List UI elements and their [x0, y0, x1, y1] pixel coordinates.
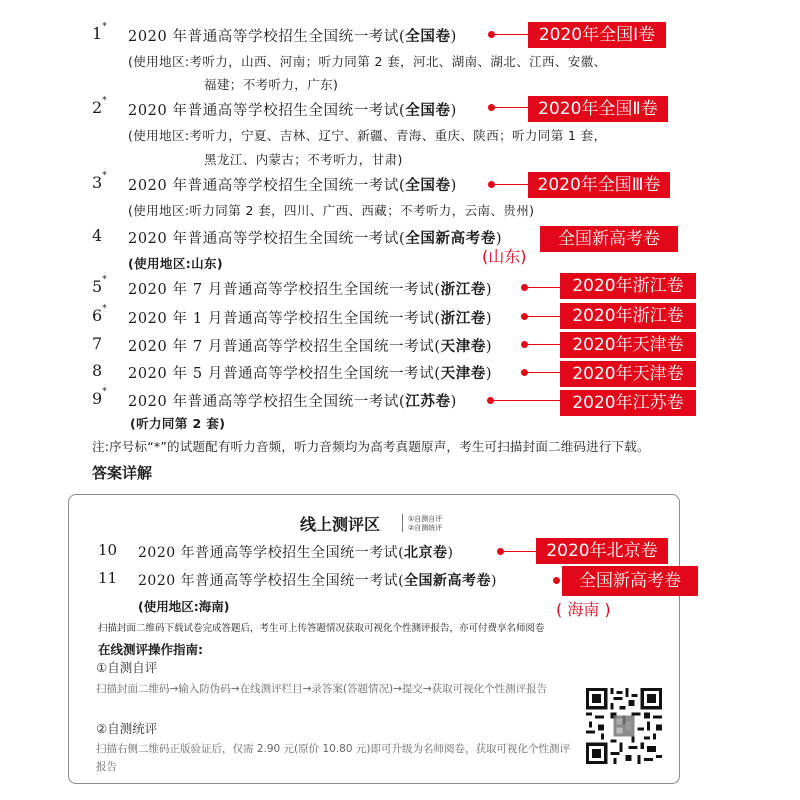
entry-title: 2020 年普通高等学校招生全国统一考试(北京卷)	[138, 545, 454, 561]
paper-tag: 2020年浙江卷	[560, 303, 696, 329]
entry-title: 2020 年普通高等学校招生全国统一考试(全国新高考卷)	[128, 231, 503, 247]
entry-number: 10	[98, 541, 118, 559]
paper-tag: 2020年江苏卷	[560, 390, 696, 416]
panel-mini-label: ①自测自评	[408, 515, 443, 523]
footnote: 注:序号标“*”的试题配有听力音频，听力音频均为高考真题原声，考生可扫描封面二维码进行下载。	[92, 439, 650, 454]
entry-title: 2020 年 5 月普通高等学校招生全国统一考试(天津卷)	[128, 366, 493, 382]
guide-step-title: ②自测统评	[96, 721, 158, 736]
entry-region-cont: 福建；不考听力，广东)	[204, 77, 339, 92]
entry-number: 8	[92, 361, 103, 380]
paper-tag: 2020年浙江卷	[560, 273, 696, 299]
section-heading: 答案详解	[92, 464, 153, 482]
marker-line	[494, 107, 528, 108]
panel-divider	[402, 514, 403, 532]
marker-line	[494, 34, 528, 35]
paper-tag-region: ( 海南 )	[556, 600, 611, 619]
paper-tag-region: (山东)	[482, 247, 527, 266]
entry-region: (使用地区:海南)	[138, 599, 230, 614]
entry-title: 2020 年 1 月普通高等学校招生全国统一考试(浙江卷)	[128, 311, 493, 327]
paper-tag: 2020年全国Ⅱ卷	[528, 96, 668, 122]
entry-number: 1*	[92, 22, 107, 43]
marker-line	[493, 400, 561, 401]
entry-region: (使用地区:考听力，宁夏、吉林、辽宁、新疆、青海、重庆、陕西；听力同第 1 套，	[128, 128, 607, 143]
panel-mini-label: ②自测统评	[408, 524, 443, 532]
entry-number: 2*	[92, 96, 107, 117]
paper-tag: 2020年北京卷	[536, 538, 668, 564]
entry-region: (使用地区:考听力，山西、河南；听力同第 2 套，河北、湖南、湖北、江西、安徽、	[128, 54, 607, 69]
entry-region-cont: 黑龙江、内蒙古；不考听力，甘肃)	[204, 152, 403, 167]
entry-region: (听力同第 2 套)	[130, 416, 226, 431]
marker-line	[494, 184, 528, 185]
entry-title: 2020 年普通高等学校招生全国统一考试(全国卷)	[128, 103, 457, 119]
paper-tag: 全国新高考卷	[540, 226, 678, 252]
guide-title: 在线测评操作指南:	[98, 642, 203, 657]
marker-line	[503, 551, 537, 552]
entry-number: 3*	[92, 171, 107, 192]
entry-number: 5*	[92, 275, 107, 296]
entry-region: (使用地区:听力同第 2 套，四川、广西、西藏；不考听力，云南、贵州)	[128, 203, 535, 218]
entry-title: 2020 年普通高等学校招生全国统一考试(全国卷)	[128, 178, 457, 194]
entry-number: 4	[92, 226, 103, 245]
guide-step-title: ①自测自评	[96, 660, 158, 675]
entry-title: 2020 年普通高等学校招生全国统一考试(江苏卷)	[128, 394, 457, 410]
paper-tag: 2020年全国Ⅰ卷	[528, 22, 666, 48]
entry-number: 7	[92, 334, 103, 353]
marker-line	[527, 372, 561, 373]
qr-code-icon[interactable]	[586, 688, 662, 764]
marker-line	[527, 287, 561, 288]
marker-dot	[553, 577, 560, 584]
paper-tag: 2020年全国Ⅲ卷	[528, 172, 670, 198]
entry-number: 11	[98, 569, 118, 587]
marker-line	[527, 344, 561, 345]
entry-number: 6*	[92, 304, 107, 325]
entry-title: 2020 年普通高等学校招生全国统一考试(全国新高考卷)	[138, 573, 498, 589]
scan-instructions: 扫描封面二维码下载试卷完成答题后，考生可上传答题情况获取可视化个性测评报告，亦可付费享名师阅卷	[98, 623, 545, 634]
guide-step-text: 扫描右侧二维码正版验证后，仅需 2.90 元(原价 10.80 元)即可升级为名师阅卷，获取可视化个性测评报告	[96, 743, 570, 773]
entry-title: 2020 年 7 月普通高等学校招生全国统一考试(浙江卷)	[128, 282, 493, 298]
entry-title: 2020 年 7 月普通高等学校招生全国统一考试(天津卷)	[128, 339, 493, 355]
guide-step-text: 扫描封面二维码→输入防伪码→在线测评栏目→录答案(答题情况)→提交→获取可视化个性测评报告	[96, 683, 548, 695]
entry-title: 2020 年普通高等学校招生全国统一考试(全国卷)	[128, 29, 457, 45]
paper-tag: 2020年天津卷	[560, 361, 696, 387]
paper-tag: 2020年天津卷	[560, 332, 696, 358]
entry-region: (使用地区:山东)	[128, 256, 224, 271]
panel-title: 线上测评区	[300, 515, 381, 534]
entry-number: 9*	[92, 387, 107, 408]
marker-line	[527, 316, 561, 317]
paper-tag: 全国新高考卷	[562, 566, 698, 596]
